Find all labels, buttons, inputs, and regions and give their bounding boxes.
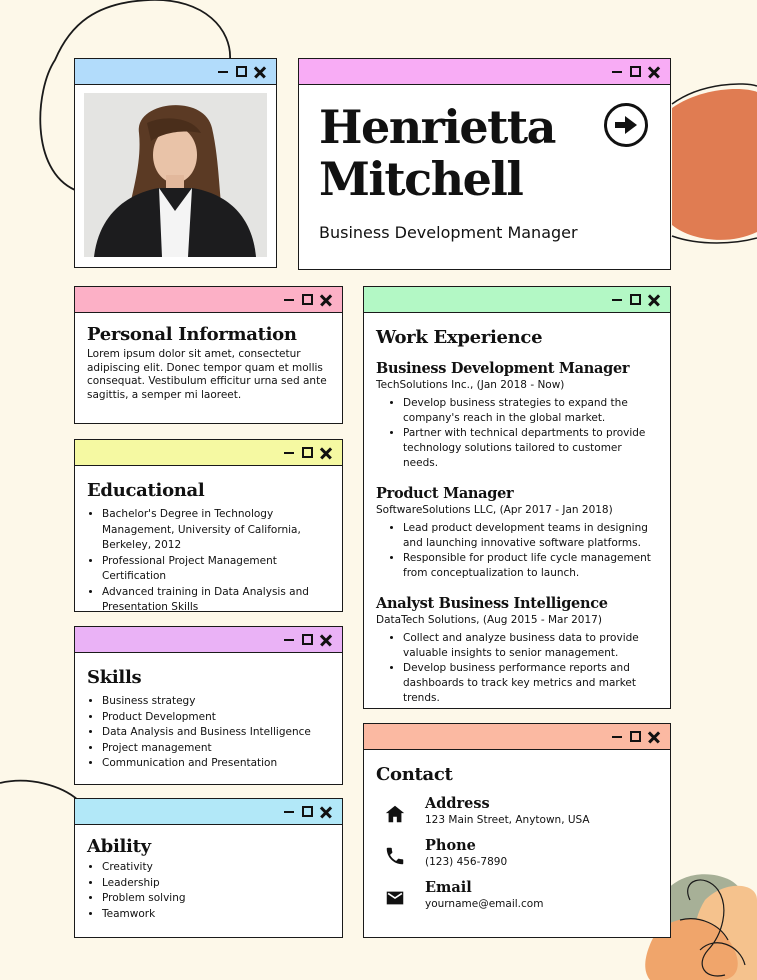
home-icon: [384, 803, 406, 825]
maximize-icon[interactable]: [302, 447, 313, 458]
contact-label: Phone: [425, 837, 476, 854]
minimize-icon[interactable]: [611, 731, 623, 743]
list-item: • Data Analysis and Business Intelligence: [102, 725, 330, 741]
contact-value: (123) 456-7890: [425, 856, 508, 868]
list-item: • Collect and analyze business data to provide valuable insights to senior management.: [403, 631, 658, 661]
maximize-icon[interactable]: [630, 294, 641, 305]
skills-window: [74, 626, 343, 785]
list-item: • Partner with technical departments to provide technology solutions tailored to customer needs.: [403, 426, 658, 471]
contact-window: [363, 723, 671, 938]
contact-label: Email: [425, 879, 472, 896]
close-icon[interactable]: [320, 806, 332, 818]
list-item: • Teamwork: [102, 907, 330, 923]
maximize-icon[interactable]: [302, 806, 313, 817]
maximize-icon[interactable]: [236, 66, 247, 77]
maximize-icon[interactable]: [302, 294, 313, 305]
full-name: [319, 101, 555, 205]
phone-icon: [384, 845, 406, 867]
work-experience-titlebar: [364, 287, 670, 313]
decorative-orange-outline-bottom: [672, 236, 757, 243]
education-list: [87, 507, 330, 616]
envelope-icon: [384, 887, 406, 909]
maximize-icon[interactable]: [630, 66, 641, 77]
list-item: • Business strategy: [102, 694, 330, 710]
section-title: Ability: [87, 836, 151, 857]
last-name: Mitchell: [319, 152, 523, 206]
section-title: Work Experience: [376, 327, 543, 348]
minimize-icon[interactable]: [611, 66, 623, 78]
contact-label: Address: [425, 795, 490, 812]
close-icon[interactable]: [320, 634, 332, 646]
minimize-icon[interactable]: [283, 447, 295, 459]
decorative-line-left: [0, 781, 78, 800]
job-bullets: [376, 631, 658, 706]
decorative-orange-blob: [672, 89, 757, 240]
job-bullets: [376, 396, 658, 471]
close-icon[interactable]: [648, 66, 660, 78]
arrow-right-circle-icon[interactable]: [604, 103, 648, 147]
name-window: [298, 58, 671, 270]
list-item: • Responsible for product life cycle management from conceptualization to launch.: [403, 551, 658, 581]
job-company: DataTech Solutions, (Aug 2015 - Mar 2017): [376, 614, 602, 626]
minimize-icon[interactable]: [283, 634, 295, 646]
maximize-icon[interactable]: [630, 731, 641, 742]
job-company: TechSolutions Inc., (Jan 2018 - Now): [376, 379, 565, 391]
contact-value: yourname@email.com: [425, 898, 544, 910]
job-entry: [376, 595, 658, 706]
list-item: • Advanced training in Data Analysis and Presentation Skills: [102, 585, 330, 616]
contact-phone: [376, 837, 658, 868]
contact-titlebar: [364, 724, 670, 750]
close-icon[interactable]: [254, 66, 266, 78]
minimize-icon[interactable]: [217, 66, 229, 78]
section-title: Educational: [87, 480, 205, 501]
list-item: • Communication and Presentation: [102, 756, 330, 772]
skills-list: [87, 694, 330, 772]
close-icon[interactable]: [320, 447, 332, 459]
decorative-sage-blob: [658, 874, 749, 967]
job-title: Analyst Business Intelligence: [376, 595, 608, 612]
photo-window-titlebar: [75, 59, 276, 85]
personal-info-titlebar: [75, 287, 342, 313]
contact-address: [376, 795, 658, 826]
section-title: Personal Information: [87, 324, 297, 345]
photo-window: [74, 58, 277, 268]
decorative-sketch-lines: [680, 880, 745, 976]
decorative-peach-blob: [694, 886, 757, 980]
name-window-titlebar: [299, 59, 670, 85]
job-entry: [376, 360, 658, 471]
close-icon[interactable]: [648, 294, 660, 306]
list-item: • Professional Project Management Certification: [102, 554, 330, 585]
skills-titlebar: [75, 627, 342, 653]
job-bullets: [376, 521, 658, 581]
education-titlebar: [75, 440, 342, 466]
education-window: [74, 439, 343, 612]
job-role: Business Development Manager: [319, 223, 578, 242]
profile-photo: [84, 93, 267, 257]
maximize-icon[interactable]: [302, 634, 313, 645]
list-item: • Lead product development teams in designing and launching innovative software platforms.: [403, 521, 658, 551]
list-item: • Bachelor's Degree in Technology Management, University of California, Berkeley, 2012: [102, 507, 330, 554]
list-item: • Creativity: [102, 860, 330, 876]
personal-info-text: Lorem ipsum dolor sit amet, consectetur adipiscing elit. Donec tempor quam et mollis consequat. Vestibulum efficitur urna sed ante sagittis, a semper mi laoreet.: [87, 348, 327, 401]
ability-titlebar: [75, 799, 342, 825]
close-icon[interactable]: [648, 731, 660, 743]
section-title: Skills: [87, 667, 142, 688]
minimize-icon[interactable]: [283, 294, 295, 306]
list-item: • Project management: [102, 741, 330, 757]
list-item: • Product Development: [102, 710, 330, 726]
job-company: SoftwareSolutions LLC, (Apr 2017 - Jan 2018): [376, 504, 613, 516]
list-item: • Leadership: [102, 876, 330, 892]
work-experience-window: [363, 286, 671, 709]
personal-info-window: [74, 286, 343, 424]
contact-value: 123 Main Street, Anytown, USA: [425, 814, 590, 826]
section-title: Contact: [376, 764, 453, 785]
contact-email: [376, 879, 658, 910]
job-title: Business Development Manager: [376, 360, 630, 377]
list-item: • Develop business strategies to expand the company's reach in the global market.: [403, 396, 658, 426]
job-entry: [376, 485, 658, 581]
minimize-icon[interactable]: [611, 294, 623, 306]
decorative-orange-outline: [672, 84, 757, 104]
list-item: • Problem solving: [102, 891, 330, 907]
job-title: Product Manager: [376, 485, 514, 502]
close-icon[interactable]: [320, 294, 332, 306]
ability-window: [74, 798, 343, 938]
ability-list: [87, 860, 330, 922]
list-item: • Develop business performance reports and dashboards to track key metrics and market trends.: [403, 661, 658, 706]
minimize-icon[interactable]: [283, 806, 295, 818]
first-name: Henrietta: [319, 100, 555, 154]
